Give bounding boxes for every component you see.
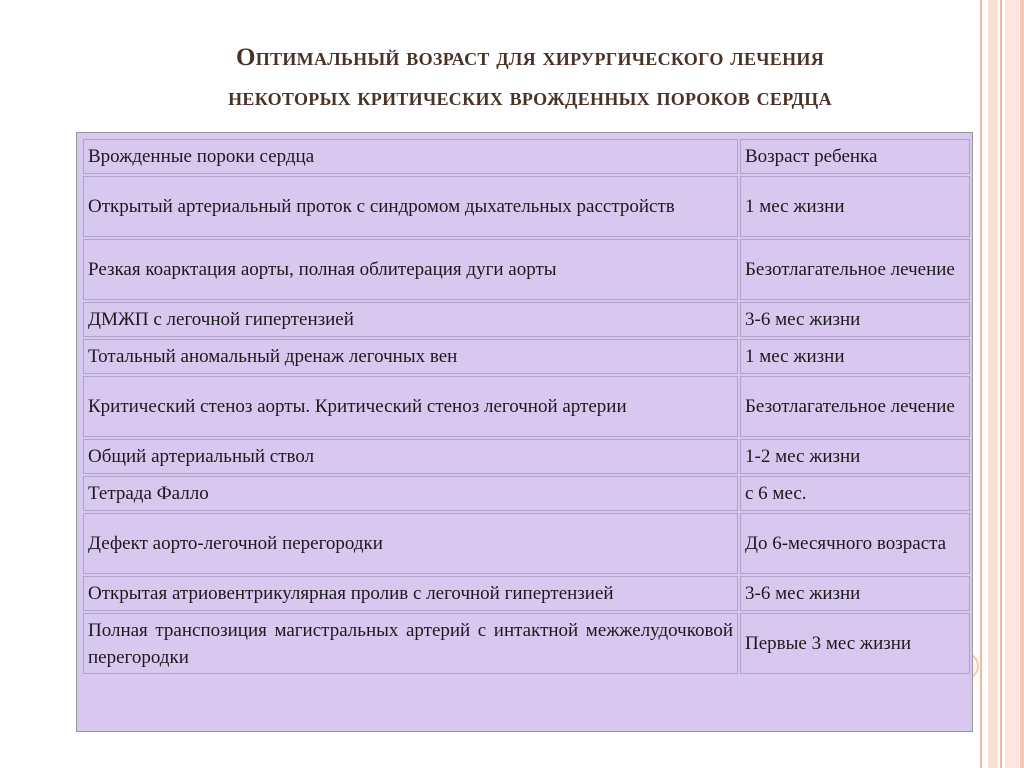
- cell-defect: Тотальный аномальный дренаж легочных вен: [83, 339, 738, 374]
- cell-age: 1-2 мес жизни: [740, 439, 970, 474]
- cell-defect: Дефект аорто-легочной перегородки: [83, 513, 738, 574]
- slide-title-line-2: некоторых критических врожденных пороков сердца: [228, 84, 832, 111]
- table-row: [83, 339, 970, 374]
- table-row: [83, 439, 970, 474]
- header-cell-age: Возраст ребенка: [740, 139, 970, 174]
- table-header-row: [83, 139, 970, 174]
- table-row: [83, 613, 970, 674]
- cell-age: Первые 3 мес жизни: [740, 613, 970, 674]
- cell-defect: Тетрада Фалло: [83, 476, 738, 511]
- cell-age: Безотлагательное лечение: [740, 376, 970, 437]
- cell-age: 1 мес жизни: [740, 339, 970, 374]
- table-row: [83, 376, 970, 437]
- surgery-age-table: [76, 132, 973, 732]
- table-row: [83, 302, 970, 337]
- cell-defect: Открытый артериальный проток с синдромом дыхательных расстройств: [83, 176, 738, 237]
- cell-defect: Открытая атриовентрикулярная пролив с легочной гипертензией: [83, 576, 738, 611]
- decor-stripe: [1005, 0, 1019, 768]
- cell-defect: ДМЖП с легочной гипертензией: [83, 302, 738, 337]
- cell-age: 3-6 мес жизни: [740, 302, 970, 337]
- cell-age: Безотлагательное лечение: [740, 239, 970, 300]
- table-row: [83, 513, 970, 574]
- cell-defect: Полная транспозиция магистральных артерий с интактной межжелудочковой перегородки: [83, 613, 738, 674]
- decor-stripe: [980, 0, 982, 768]
- cell-defect: Общий артериальный ствол: [83, 439, 738, 474]
- table-row: [83, 576, 970, 611]
- cell-defect: Критический стеноз аорты. Критический стеноз легочной артерии: [83, 376, 738, 437]
- slide-title: [90, 38, 970, 118]
- table: [81, 137, 972, 676]
- header-cell-defect: Врожденные пороки сердца: [83, 139, 738, 174]
- cell-defect: Резкая коарктация аорты, полная облитерация дуги аорты: [83, 239, 738, 300]
- decor-stripe: [988, 0, 998, 768]
- table-row: [83, 239, 970, 300]
- table-row: [83, 176, 970, 237]
- cell-age: 3-6 мес жизни: [740, 576, 970, 611]
- table-row: [83, 476, 970, 511]
- decor-stripe: [1000, 0, 1002, 768]
- cell-age: До 6-месячного возраста: [740, 513, 970, 574]
- decor-stripe: [1020, 0, 1024, 768]
- slide-title-line-1: Оптимальный возраст для хирургического лечения: [236, 44, 824, 71]
- cell-age: с 6 мес.: [740, 476, 970, 511]
- cell-age: 1 мес жизни: [740, 176, 970, 237]
